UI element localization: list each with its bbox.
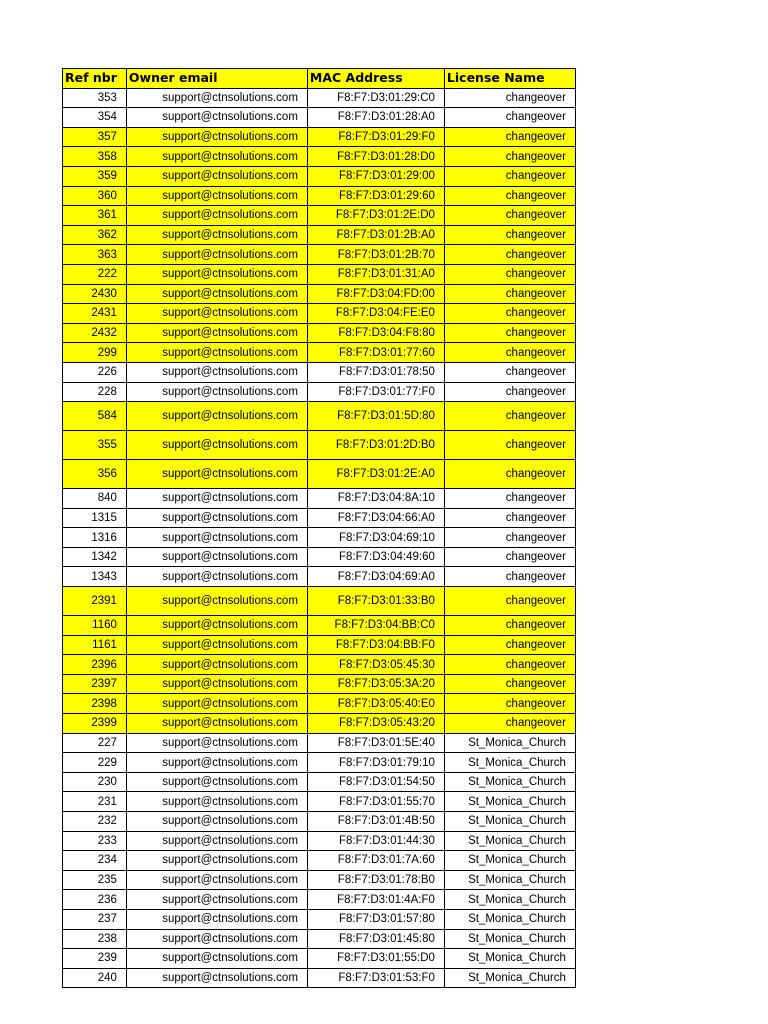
cell-ref-nbr[interactable]: 1342 [63, 547, 127, 567]
cell-ref-nbr[interactable]: 240 [63, 968, 127, 988]
cell-license-name[interactable]: St_Monica_Church [444, 890, 575, 910]
cell-ref-nbr[interactable]: 2397 [63, 674, 127, 694]
cell-license-name[interactable]: St_Monica_Church [444, 733, 575, 753]
cell-license-name[interactable]: changeover [444, 460, 575, 489]
cell-owner-email[interactable]: support@ctnsolutions.com [126, 460, 307, 489]
cell-mac-address[interactable]: F8:F7:D3:01:29:00 [307, 166, 444, 186]
table-body [63, 88, 576, 988]
cell-mac-address[interactable]: F8:F7:D3:01:5E:40 [307, 733, 444, 753]
table-row [63, 851, 576, 871]
cell-ref-nbr[interactable]: 235 [63, 870, 127, 890]
table-row [63, 831, 576, 851]
cell-owner-email[interactable]: support@ctnsolutions.com [126, 674, 307, 694]
table-row [63, 929, 576, 949]
cell-license-name[interactable]: St_Monica_Church [444, 870, 575, 890]
cell-owner-email[interactable]: support@ctnsolutions.com [126, 733, 307, 753]
cell-owner-email[interactable]: support@ctnsolutions.com [126, 304, 307, 324]
cell-ref-nbr[interactable]: 362 [63, 225, 127, 245]
table-row [63, 402, 576, 431]
license-table [62, 68, 576, 988]
cell-mac-address[interactable]: F8:F7:D3:01:29:C0 [307, 88, 444, 108]
cell-license-name[interactable]: changeover [444, 694, 575, 714]
cell-license-name[interactable]: changeover [444, 547, 575, 567]
table-row [63, 733, 576, 753]
cell-owner-email[interactable]: support@ctnsolutions.com [126, 382, 307, 402]
cell-license-name[interactable]: St_Monica_Church [444, 949, 575, 969]
table-row [63, 968, 576, 988]
cell-mac-address[interactable]: F8:F7:D3:05:43:20 [307, 714, 444, 734]
cell-ref-nbr[interactable]: 358 [63, 147, 127, 167]
cell-mac-address[interactable]: F8:F7:D3:05:40:E0 [307, 694, 444, 714]
cell-mac-address[interactable]: F8:F7:D3:04:69:A0 [307, 567, 444, 587]
cell-ref-nbr[interactable]: 1161 [63, 635, 127, 655]
cell-owner-email[interactable]: support@ctnsolutions.com [126, 284, 307, 304]
cell-mac-address[interactable]: F8:F7:D3:01:2D:B0 [307, 431, 444, 460]
cell-mac-address[interactable]: F8:F7:D3:01:57:80 [307, 909, 444, 929]
cell-license-name[interactable]: changeover [444, 186, 575, 206]
cell-ref-nbr[interactable]: 1343 [63, 567, 127, 587]
cell-owner-email[interactable]: support@ctnsolutions.com [126, 547, 307, 567]
cell-license-name[interactable]: changeover [444, 362, 575, 382]
cell-mac-address[interactable]: F8:F7:D3:01:44:30 [307, 831, 444, 851]
cell-owner-email[interactable]: support@ctnsolutions.com [126, 753, 307, 773]
cell-owner-email[interactable]: support@ctnsolutions.com [126, 108, 307, 128]
table-row [63, 635, 576, 655]
cell-owner-email[interactable]: support@ctnsolutions.com [126, 264, 307, 284]
cell-mac-address[interactable]: F8:F7:D3:01:79:10 [307, 753, 444, 773]
table-row [63, 206, 576, 226]
cell-ref-nbr[interactable]: 229 [63, 753, 127, 773]
table-row [63, 108, 576, 128]
table-row [63, 431, 576, 460]
cell-ref-nbr[interactable]: 226 [63, 362, 127, 382]
cell-ref-nbr[interactable]: 239 [63, 949, 127, 969]
cell-mac-address[interactable]: F8:F7:D3:01:78:B0 [307, 870, 444, 890]
table-row [63, 88, 576, 108]
table-row [63, 147, 576, 167]
cell-mac-address[interactable]: F8:F7:D3:01:28:A0 [307, 108, 444, 128]
cell-ref-nbr[interactable]: 1316 [63, 528, 127, 548]
cell-owner-email[interactable]: support@ctnsolutions.com [126, 929, 307, 949]
cell-ref-nbr[interactable]: 234 [63, 851, 127, 871]
cell-owner-email[interactable]: support@ctnsolutions.com [126, 567, 307, 587]
table-row [63, 460, 576, 489]
cell-mac-address[interactable]: F8:F7:D3:04:49:60 [307, 547, 444, 567]
cell-ref-nbr[interactable]: 236 [63, 890, 127, 910]
header-row [63, 69, 576, 89]
cell-ref-nbr[interactable]: 361 [63, 206, 127, 226]
spreadsheet-page [62, 68, 576, 988]
cell-ref-nbr[interactable]: 2396 [63, 655, 127, 675]
cell-owner-email[interactable]: support@ctnsolutions.com [126, 792, 307, 812]
cell-license-name[interactable]: changeover [444, 714, 575, 734]
table-row [63, 284, 576, 304]
table-row [63, 245, 576, 265]
cell-ref-nbr[interactable]: 2432 [63, 323, 127, 343]
cell-ref-nbr[interactable]: 355 [63, 431, 127, 460]
cell-owner-email[interactable]: support@ctnsolutions.com [126, 694, 307, 714]
cell-ref-nbr[interactable]: 237 [63, 909, 127, 929]
cell-mac-address[interactable]: F8:F7:D3:01:78:50 [307, 362, 444, 382]
cell-ref-nbr[interactable]: 231 [63, 792, 127, 812]
cell-license-name[interactable]: St_Monica_Church [444, 812, 575, 832]
cell-ref-nbr[interactable]: 233 [63, 831, 127, 851]
table-row [63, 528, 576, 548]
cell-mac-address[interactable]: F8:F7:D3:01:28:D0 [307, 147, 444, 167]
table-row [63, 382, 576, 402]
cell-license-name[interactable]: changeover [444, 489, 575, 509]
cell-license-name[interactable]: changeover [444, 402, 575, 431]
cell-license-name[interactable]: changeover [444, 166, 575, 186]
cell-mac-address[interactable]: F8:F7:D3:01:33:B0 [307, 587, 444, 616]
cell-mac-address[interactable]: F8:F7:D3:01:7A:60 [307, 851, 444, 871]
cell-owner-email[interactable]: support@ctnsolutions.com [126, 714, 307, 734]
cell-license-name[interactable]: St_Monica_Church [444, 968, 575, 988]
table-row [63, 694, 576, 714]
cell-ref-nbr[interactable]: 353 [63, 88, 127, 108]
cell-license-name[interactable]: changeover [444, 382, 575, 402]
table-row [63, 812, 576, 832]
table-row [63, 753, 576, 773]
table-row [63, 304, 576, 324]
table-row [63, 489, 576, 509]
cell-owner-email[interactable]: support@ctnsolutions.com [126, 402, 307, 431]
cell-mac-address[interactable]: F8:F7:D3:01:2E:D0 [307, 206, 444, 226]
cell-ref-nbr[interactable]: 2430 [63, 284, 127, 304]
cell-owner-email[interactable]: support@ctnsolutions.com [126, 362, 307, 382]
table-row [63, 890, 576, 910]
cell-ref-nbr[interactable]: 840 [63, 489, 127, 509]
cell-owner-email[interactable]: support@ctnsolutions.com [126, 127, 307, 147]
cell-license-name[interactable]: changeover [444, 635, 575, 655]
cell-mac-address[interactable]: F8:F7:D3:01:45:80 [307, 929, 444, 949]
cell-license-name[interactable]: St_Monica_Church [444, 792, 575, 812]
cell-mac-address[interactable]: F8:F7:D3:04:FE:E0 [307, 304, 444, 324]
cell-owner-email[interactable]: support@ctnsolutions.com [126, 890, 307, 910]
table-row [63, 587, 576, 616]
cell-owner-email[interactable]: support@ctnsolutions.com [126, 206, 307, 226]
table-row [63, 714, 576, 734]
cell-ref-nbr[interactable]: 1315 [63, 508, 127, 528]
cell-mac-address[interactable]: F8:F7:D3:04:F8:80 [307, 323, 444, 343]
cell-mac-address[interactable]: F8:F7:D3:04:69:10 [307, 528, 444, 548]
header-owner-email[interactable]: Owner email [126, 69, 307, 89]
table-row [63, 949, 576, 969]
cell-license-name[interactable]: St_Monica_Church [444, 772, 575, 792]
cell-license-name[interactable]: changeover [444, 147, 575, 167]
table-row [63, 655, 576, 675]
cell-owner-email[interactable]: support@ctnsolutions.com [126, 186, 307, 206]
cell-license-name[interactable]: changeover [444, 88, 575, 108]
table-row [63, 225, 576, 245]
cell-license-name[interactable]: changeover [444, 206, 575, 226]
table-row [63, 508, 576, 528]
cell-ref-nbr[interactable]: 222 [63, 264, 127, 284]
cell-license-name[interactable]: changeover [444, 108, 575, 128]
cell-ref-nbr[interactable]: 230 [63, 772, 127, 792]
cell-mac-address[interactable]: F8:F7:D3:04:BB:F0 [307, 635, 444, 655]
cell-ref-nbr[interactable]: 2431 [63, 304, 127, 324]
cell-license-name[interactable]: changeover [444, 508, 575, 528]
cell-license-name[interactable]: changeover [444, 587, 575, 616]
cell-owner-email[interactable]: support@ctnsolutions.com [126, 870, 307, 890]
cell-ref-nbr[interactable]: 357 [63, 127, 127, 147]
table-row [63, 772, 576, 792]
table-row [63, 547, 576, 567]
table-row [63, 567, 576, 587]
cell-owner-email[interactable]: support@ctnsolutions.com [126, 968, 307, 988]
cell-ref-nbr[interactable]: 359 [63, 166, 127, 186]
cell-mac-address[interactable]: F8:F7:D3:01:4B:50 [307, 812, 444, 832]
cell-license-name[interactable]: changeover [444, 528, 575, 548]
cell-mac-address[interactable]: F8:F7:D3:05:45:30 [307, 655, 444, 675]
cell-ref-nbr[interactable]: 299 [63, 343, 127, 363]
cell-license-name[interactable]: changeover [444, 264, 575, 284]
table-row [63, 616, 576, 636]
cell-license-name[interactable]: changeover [444, 284, 575, 304]
header-ref-nbr[interactable]: Ref nbr [63, 69, 127, 89]
cell-mac-address[interactable]: F8:F7:D3:04:66:A0 [307, 508, 444, 528]
cell-mac-address[interactable]: F8:F7:D3:01:53:F0 [307, 968, 444, 988]
cell-ref-nbr[interactable]: 1160 [63, 616, 127, 636]
cell-owner-email[interactable]: support@ctnsolutions.com [126, 245, 307, 265]
table-row [63, 362, 576, 382]
cell-ref-nbr[interactable]: 238 [63, 929, 127, 949]
table-row [63, 323, 576, 343]
cell-ref-nbr[interactable]: 360 [63, 186, 127, 206]
table-row [63, 186, 576, 206]
cell-owner-email[interactable]: support@ctnsolutions.com [126, 812, 307, 832]
cell-mac-address[interactable]: F8:F7:D3:01:2B:A0 [307, 225, 444, 245]
cell-mac-address[interactable]: F8:F7:D3:01:29:60 [307, 186, 444, 206]
cell-owner-email[interactable]: support@ctnsolutions.com [126, 616, 307, 636]
cell-license-name[interactable]: changeover [444, 655, 575, 675]
cell-owner-email[interactable]: support@ctnsolutions.com [126, 909, 307, 929]
cell-owner-email[interactable]: support@ctnsolutions.com [126, 489, 307, 509]
cell-mac-address[interactable]: F8:F7:D3:01:31:A0 [307, 264, 444, 284]
cell-owner-email[interactable]: support@ctnsolutions.com [126, 508, 307, 528]
cell-owner-email[interactable]: support@ctnsolutions.com [126, 343, 307, 363]
table-row [63, 166, 576, 186]
cell-owner-email[interactable]: support@ctnsolutions.com [126, 88, 307, 108]
cell-license-name[interactable]: St_Monica_Church [444, 851, 575, 871]
cell-ref-nbr[interactable]: 356 [63, 460, 127, 489]
cell-mac-address[interactable]: F8:F7:D3:01:2B:70 [307, 245, 444, 265]
cell-mac-address[interactable]: F8:F7:D3:01:55:D0 [307, 949, 444, 969]
table-header [63, 69, 576, 89]
cell-mac-address[interactable]: F8:F7:D3:01:2E:A0 [307, 460, 444, 489]
cell-owner-email[interactable]: support@ctnsolutions.com [126, 323, 307, 343]
cell-mac-address[interactable]: F8:F7:D3:01:77:F0 [307, 382, 444, 402]
cell-mac-address[interactable]: F8:F7:D3:01:77:60 [307, 343, 444, 363]
cell-ref-nbr[interactable]: 2399 [63, 714, 127, 734]
cell-mac-address[interactable]: F8:F7:D3:01:54:50 [307, 772, 444, 792]
table-row [63, 127, 576, 147]
cell-owner-email[interactable]: support@ctnsolutions.com [126, 587, 307, 616]
cell-mac-address[interactable]: F8:F7:D3:01:55:70 [307, 792, 444, 812]
cell-ref-nbr[interactable]: 232 [63, 812, 127, 832]
cell-mac-address[interactable]: F8:F7:D3:01:29:F0 [307, 127, 444, 147]
cell-owner-email[interactable]: support@ctnsolutions.com [126, 528, 307, 548]
cell-mac-address[interactable]: F8:F7:D3:01:4A:F0 [307, 890, 444, 910]
cell-ref-nbr[interactable]: 2398 [63, 694, 127, 714]
cell-ref-nbr[interactable]: 227 [63, 733, 127, 753]
cell-license-name[interactable]: changeover [444, 616, 575, 636]
cell-license-name[interactable]: changeover [444, 225, 575, 245]
cell-license-name[interactable]: St_Monica_Church [444, 929, 575, 949]
cell-ref-nbr[interactable]: 584 [63, 402, 127, 431]
header-license-name[interactable]: License Name [444, 69, 575, 89]
cell-license-name[interactable]: St_Monica_Church [444, 753, 575, 773]
cell-license-name[interactable]: changeover [444, 323, 575, 343]
cell-license-name[interactable]: changeover [444, 343, 575, 363]
cell-license-name[interactable]: changeover [444, 674, 575, 694]
cell-license-name[interactable]: St_Monica_Church [444, 909, 575, 929]
cell-license-name[interactable]: changeover [444, 567, 575, 587]
cell-owner-email[interactable]: support@ctnsolutions.com [126, 635, 307, 655]
cell-license-name[interactable]: changeover [444, 431, 575, 460]
cell-license-name[interactable]: changeover [444, 245, 575, 265]
cell-license-name[interactable]: changeover [444, 304, 575, 324]
cell-mac-address[interactable]: F8:F7:D3:04:8A:10 [307, 489, 444, 509]
table-row [63, 264, 576, 284]
cell-owner-email[interactable]: support@ctnsolutions.com [126, 831, 307, 851]
cell-license-name[interactable]: changeover [444, 127, 575, 147]
cell-ref-nbr[interactable]: 228 [63, 382, 127, 402]
cell-owner-email[interactable]: support@ctnsolutions.com [126, 949, 307, 969]
cell-license-name[interactable]: St_Monica_Church [444, 831, 575, 851]
table-row [63, 870, 576, 890]
cell-owner-email[interactable]: support@ctnsolutions.com [126, 655, 307, 675]
table-row [63, 343, 576, 363]
cell-mac-address[interactable]: F8:F7:D3:01:5D:80 [307, 402, 444, 431]
table-row [63, 909, 576, 929]
cell-mac-address[interactable]: F8:F7:D3:04:FD:00 [307, 284, 444, 304]
cell-owner-email[interactable]: support@ctnsolutions.com [126, 225, 307, 245]
cell-owner-email[interactable]: support@ctnsolutions.com [126, 147, 307, 167]
cell-owner-email[interactable]: support@ctnsolutions.com [126, 166, 307, 186]
cell-ref-nbr[interactable]: 363 [63, 245, 127, 265]
cell-owner-email[interactable]: support@ctnsolutions.com [126, 772, 307, 792]
cell-mac-address[interactable]: F8:F7:D3:04:BB:C0 [307, 616, 444, 636]
cell-owner-email[interactable]: support@ctnsolutions.com [126, 431, 307, 460]
cell-mac-address[interactable]: F8:F7:D3:05:3A:20 [307, 674, 444, 694]
table-row [63, 792, 576, 812]
cell-ref-nbr[interactable]: 354 [63, 108, 127, 128]
cell-owner-email[interactable]: support@ctnsolutions.com [126, 851, 307, 871]
header-mac-address[interactable]: MAC Address [307, 69, 444, 89]
table-row [63, 674, 576, 694]
cell-ref-nbr[interactable]: 2391 [63, 587, 127, 616]
